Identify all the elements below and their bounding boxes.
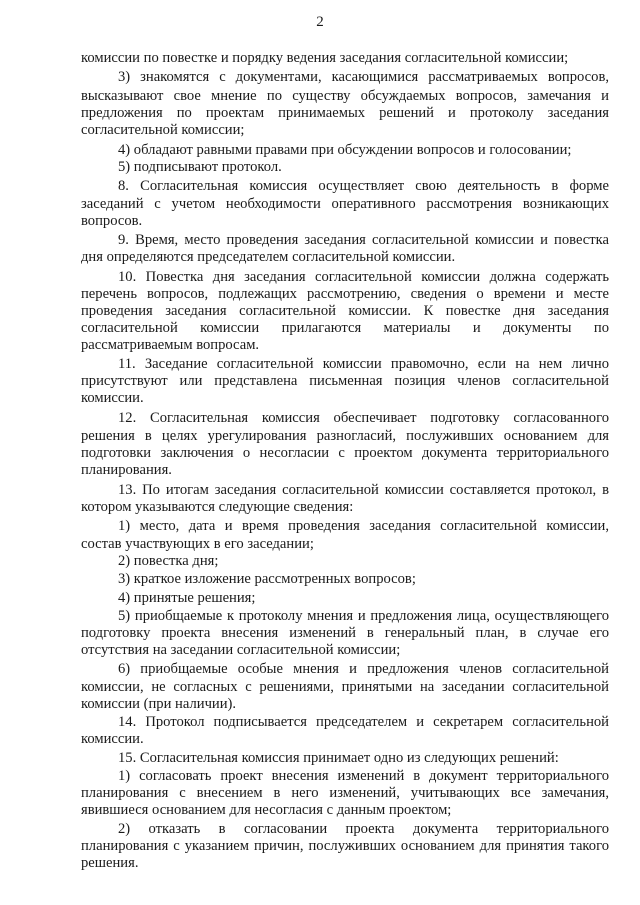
text-line: перечень вопросов, подлежащих рассмотрению, сведения о времени и месте bbox=[81, 286, 609, 302]
text-line: подготовку проекта внесения изменений в генеральный план, в случае его bbox=[81, 625, 609, 641]
text-line: дня определяются председателем согласительной комиссии. bbox=[81, 249, 456, 265]
text-line: 2) отказать в согласовании проекта документа территориального bbox=[118, 821, 609, 837]
text-line: согласительной комиссии прилагаются материалы и документы по bbox=[81, 320, 609, 336]
text-line: комиссии. bbox=[81, 731, 144, 747]
text-line: отсутствия на заседании согласительной комиссии; bbox=[81, 642, 401, 658]
text-line: 5) подписывают протокол. bbox=[118, 159, 282, 175]
text-line: 9. Время, место проведения заседания согласительной комиссии и повестка bbox=[118, 232, 609, 248]
text-line: 3) знакомятся с документами, касающимися рассматриваемых вопросов, bbox=[118, 69, 609, 85]
text-line: комиссии по повестке и порядку ведения заседания согласительной комиссии; bbox=[81, 50, 569, 66]
text-line: явившиеся основанием для несогласия с данным проектом; bbox=[81, 802, 452, 818]
text-line: состав участвующих в его заседании; bbox=[81, 536, 314, 552]
text-line: планирования с внесением в него изменений, учитывающих все замечания, bbox=[81, 785, 609, 801]
text-line: комиссии. bbox=[81, 390, 144, 406]
text-line: заседаний с учетом необходимости оперативного рассмотрения возникающих bbox=[81, 196, 609, 212]
text-line: 4) принятые решения; bbox=[118, 590, 256, 606]
text-line: высказывают свое мнение по существу обсуждаемых вопросов, замечания и bbox=[81, 88, 609, 104]
text-line: 11. Заседание согласительной комиссии правомочно, если на нем лично bbox=[118, 356, 609, 372]
text-line: проведения заседания согласительной комиссии. К повестке дня заседания bbox=[81, 303, 609, 319]
text-line: рассматриваемым вопросам. bbox=[81, 337, 260, 353]
text-line: 12. Согласительная комиссия обеспечивает подготовку согласованного bbox=[118, 410, 609, 426]
text-line: 13. По итогам заседания согласительной комиссии составляется протокол, в bbox=[118, 482, 609, 498]
text-line: планирования. bbox=[81, 462, 172, 478]
text-line: 15. Согласительная комиссия принимает одно из следующих решений: bbox=[118, 750, 559, 766]
text-line: 8. Согласительная комиссия осуществляет свою деятельность в форме bbox=[118, 178, 609, 194]
text-line: 3) краткое изложение рассмотренных вопросов; bbox=[118, 571, 416, 587]
text-line: решения. bbox=[81, 855, 139, 871]
text-line: комиссии, не согласных с решениями, принятыми на заседании согласительной bbox=[81, 679, 609, 695]
text-line: решения в целях урегулирования разногласий, послуживших основанием для bbox=[81, 428, 609, 444]
text-line: предложения по проектам принимаемых решений и протоколу заседания bbox=[81, 105, 609, 121]
text-line: подготовки заключения о несогласии с проектом документа территориального bbox=[81, 445, 609, 461]
text-line: 14. Протокол подписывается председателем и секретарем согласительной bbox=[118, 714, 609, 730]
page-number: 2 bbox=[316, 14, 324, 30]
text-line: 2) повестка дня; bbox=[118, 553, 219, 569]
text-line: 10. Повестка дня заседания согласительной комиссии должна содержать bbox=[118, 269, 609, 285]
text-line: вопросов. bbox=[81, 213, 143, 229]
text-line: присутствуют или представлена письменная позиция членов согласительной bbox=[81, 373, 609, 389]
text-line: планирования с указанием причин, послуживших основанием для принятия такого bbox=[81, 838, 609, 854]
text-line: котором указываются следующие сведения: bbox=[81, 499, 354, 515]
text-line: комиссии (при наличии). bbox=[81, 696, 237, 712]
text-line: 4) обладают равными правами при обсуждении вопросов и голосовании; bbox=[118, 142, 572, 158]
text-line: 1) место, дата и время проведения заседания согласительной комиссии, bbox=[118, 518, 609, 534]
text-line: 6) приобщаемые особые мнения и предложения членов согласительной bbox=[118, 661, 609, 677]
text-line: 1) согласовать проект внесения изменений в документ территориального bbox=[118, 768, 609, 784]
text-line: согласительной комиссии; bbox=[81, 122, 245, 138]
text-line: 5) приобщаемые к протоколу мнения и предложения лица, осуществляющего bbox=[118, 608, 609, 624]
